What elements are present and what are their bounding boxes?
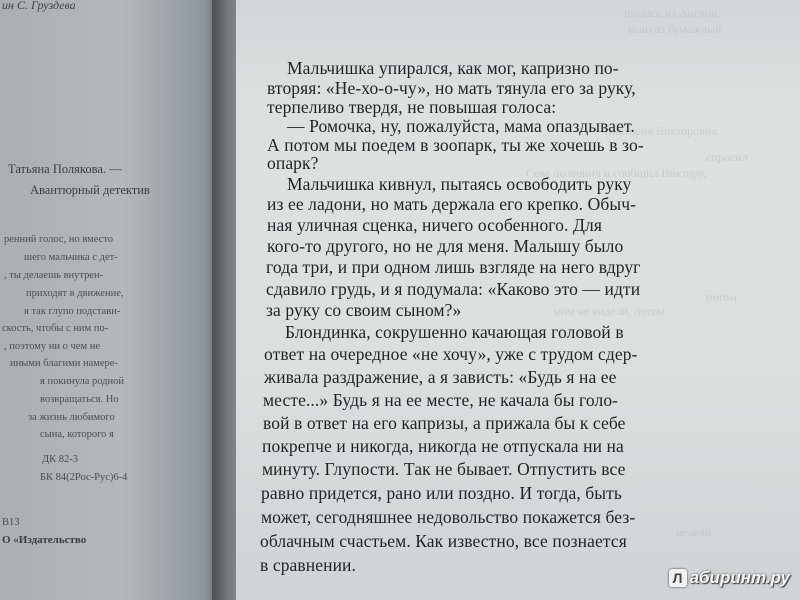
left-page [0,0,222,600]
left-page-line: приходят в движение, [26,288,124,299]
text-line: сдавило грудь, и я подумала: «Каково это — идти [266,279,641,299]
show-through-line: вынула бумажный [628,22,722,36]
show-through-line: спросил [706,150,748,164]
show-through-line: ним не видели, потом [554,304,665,318]
text-line: покрепче и никогда, никогда не отпускала ни на [262,436,624,456]
text-line: ная уличная сценка, ничего особенного. Для [267,215,602,235]
left-page-line: я покинула родной [40,376,125,387]
text-line: Мальчишка кивнул, пытаясь освободить руку [287,174,632,194]
text-line: кого-то другого, но не для меня. Малышу было [267,236,624,256]
text-line: — Ромочка, ну, пожалуйста, мама опаздывает. [287,116,635,136]
text-line: в сравнении. [260,555,356,575]
text-line: месте...» Будь я на ее месте, не качала бы голо- [263,390,619,410]
left-page-line: Авантюрный детектив [30,183,150,197]
left-page-line: иными благими намере- [10,358,118,369]
text-line: может, сегодняшнее недовольство покажется без- [261,507,636,527]
show-through-line: потом [706,290,737,304]
left-page-line: сына, которого я [40,429,114,440]
left-page-line: скость, чтобы с ним по- [2,323,109,334]
left-page-line: ДК 82-3 [42,454,79,465]
text-line: облачным счастьем. Как известно, все познается [260,531,627,551]
text-line: терпеливо твердя, не повышая голоса: [267,97,557,117]
left-page-line: шего мальчика с дет- [24,252,118,263]
show-through-line: Виктория Викторовна [604,124,717,138]
left-page-line: Татьяна Полякова. — [8,162,122,176]
show-through-line: шилась из Англии, [624,6,721,20]
text-line: года три, и при одном лишь взгляде на него вдруг [266,257,641,277]
watermark-text: абиринт.ру [689,568,790,587]
text-line: ответ на очередное «не хочу», уже с трудом сдер- [264,344,638,364]
text-line: минуту. Глупости. Так не бывает. Отпустить все [262,459,626,479]
text-line: из ее ладони, но мать держала его крепко. Обыч- [267,194,637,214]
text-line: живала раздражение, а я зависть: «Будь я на ее [264,367,617,387]
text-line: Мальчишка упирался, как мог, капризно по- [287,58,619,78]
watermark-logo-icon: Л [669,569,687,587]
text-line: вторяя: «Не-хо-о-чу», но мать тянула его за руку, [267,78,636,98]
text-line: вой в ответ на его капризы, а прижала бы к себе [263,413,626,433]
left-page-line: ренний голос, но вместо [4,234,114,245]
left-page-line: , ты делаешь внутрен- [4,270,104,281]
text-line: опарк? [267,153,319,173]
left-page-header: ин С. Груздева [2,0,76,12]
left-page-line: за жизнь любимого [28,412,115,423]
text-line: Блондинка, сокрушенно качающая головой в [285,322,624,342]
text-line: равно придется, рано или поздно. И тогда, быть [261,483,622,503]
text-line: за руку со своим сыном?» [266,300,462,320]
right-page [236,0,800,600]
left-page-line: О «Издательство [2,534,87,546]
left-page-line: БК 84(2Рос-Рус)6-4 [40,472,128,483]
text-line: А потом мы поедем в зоопарк, ты же хочешь в зо- [267,135,644,155]
show-through-line: недели [676,525,712,539]
left-page-line: В13 [2,517,20,528]
show-through-line: Сева позвонил и сообщил Виктору, [526,166,707,180]
left-page-line: , поэтому ни о чем не [4,341,101,352]
watermark [669,568,790,588]
left-page-line: я так глупо подстави- [24,306,121,317]
left-page-line: возвращаться. Но [40,394,119,405]
